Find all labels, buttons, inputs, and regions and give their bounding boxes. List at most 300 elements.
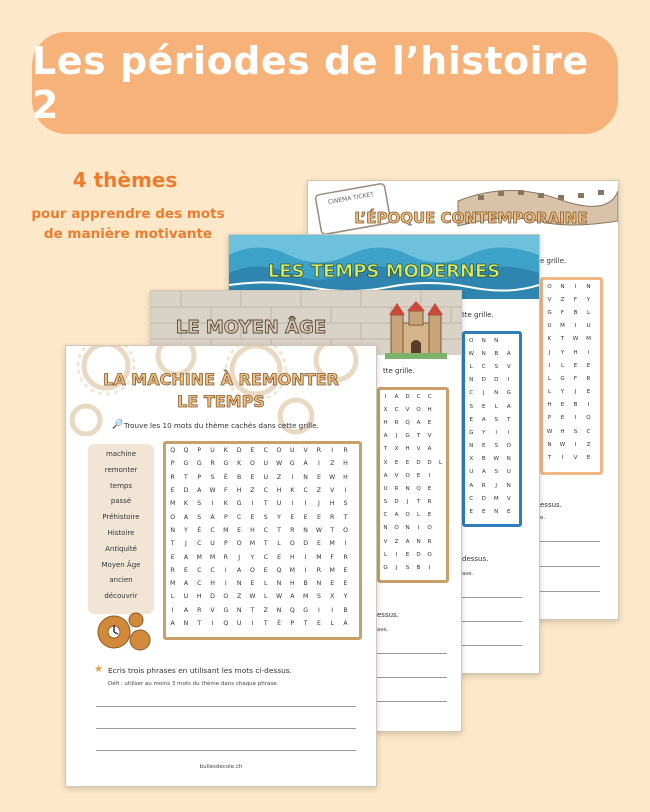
grid-cell: S (494, 416, 499, 423)
grid-cell: I (344, 540, 347, 548)
grid-cell: D (394, 499, 399, 506)
grid-cell: É (277, 620, 281, 627)
grid-cell: O (405, 472, 410, 479)
grid-cell: É (197, 526, 202, 534)
grid-cell: C (210, 526, 215, 534)
grid-cell: T (263, 500, 268, 508)
grid-cell: O (289, 540, 295, 548)
grid-cell: L (547, 375, 552, 382)
grid-cell: R (210, 460, 215, 468)
subtitle-line-1: pour apprendre des mots (31, 206, 225, 222)
grid-cell: Y (560, 389, 565, 396)
grid-cell: D (210, 593, 215, 601)
grid-cell: C (469, 495, 474, 502)
grid-cell: P (290, 620, 295, 627)
sheet1-se-fragment: e. (540, 515, 546, 521)
grid-cell: S (197, 513, 202, 521)
grid-cell: L (170, 593, 175, 601)
grid-cell: O (276, 447, 282, 455)
grid-cell: V (506, 495, 511, 502)
grid-cell: C (210, 566, 215, 574)
word-list-item: temps (110, 481, 132, 490)
grid-cell: C (586, 428, 591, 435)
grid-cell: Z (586, 441, 591, 448)
grid-cell: I (428, 472, 431, 479)
grid-cell: O (394, 525, 399, 532)
grid-cell: Q (586, 415, 591, 422)
grid-cell: T (416, 499, 421, 506)
grid-cell: S (343, 500, 348, 508)
grid-cell: I (574, 283, 577, 290)
grid-cell: O (223, 593, 229, 601)
grid-cell: V (573, 455, 578, 462)
grid-cell: R (223, 553, 228, 561)
grid-cell: J (406, 499, 409, 506)
word-list-item: machine (105, 450, 137, 458)
grid-cell: C (303, 487, 308, 495)
grid-cell: L (264, 593, 268, 601)
sheet3-word-grid (377, 387, 449, 583)
grid-cell: H (210, 580, 215, 588)
grid-cell: Y (277, 513, 281, 521)
grid-cell: M (493, 495, 499, 502)
grid-cell: W (493, 456, 500, 463)
grid-cell: P (197, 473, 202, 481)
grid-cell: G (560, 375, 565, 382)
grid-cell: E (263, 566, 268, 574)
grid-cell: X (469, 456, 474, 463)
grid-cell: I (587, 349, 590, 356)
grid-cell: W (572, 336, 579, 343)
grid-cell: R (197, 606, 202, 614)
grid-cell: I (224, 580, 227, 588)
grid-cell: A (237, 566, 242, 574)
grid-cell: A (383, 472, 388, 479)
grid-cell: D (416, 459, 421, 466)
writing-line (96, 706, 356, 707)
grid-cell: D (236, 447, 242, 455)
grid-cell: V (210, 606, 215, 614)
writing-line (96, 728, 356, 729)
grid-cell: T (250, 606, 255, 614)
sheet1-grille-fragment: e grille. (540, 257, 567, 265)
grid-cell: H (343, 460, 348, 468)
grid-cell: I (417, 525, 420, 532)
writing-line (540, 566, 600, 567)
grid-cell: R (481, 482, 486, 489)
grid-cell: D (303, 540, 308, 548)
grid-cell: J (548, 349, 551, 356)
grid-cell: H (427, 406, 432, 413)
grid-cell: M (586, 336, 591, 343)
grid-cell: S (210, 473, 215, 481)
grid-cell: G (223, 460, 229, 468)
grid-cell: E (330, 580, 335, 588)
grid-cell: I (331, 447, 334, 455)
grid-cell: I (304, 566, 307, 574)
worksheet-time-machine (65, 345, 377, 787)
grid-cell: A (183, 606, 189, 614)
grid-cell: S (494, 469, 499, 476)
grid-cell: W (275, 593, 283, 601)
grid-cell: N (236, 606, 242, 614)
grid-cell: E (250, 473, 255, 481)
grid-cell: E (586, 389, 591, 396)
grid-cell: U (263, 460, 268, 468)
grid-cell: C (263, 526, 268, 534)
grid-cell: H (547, 402, 552, 409)
grid-cell: U (236, 620, 242, 627)
grid-cell: O (249, 566, 255, 574)
grid-cell: T (263, 540, 268, 548)
grid-cell: N (303, 526, 308, 534)
writing-line (377, 653, 447, 654)
grid-cell: A (416, 419, 421, 426)
grid-cell: C (416, 393, 421, 400)
grid-cell: G (236, 500, 242, 508)
grid-cell: U (263, 473, 268, 481)
grid-cell: E (405, 459, 410, 466)
grid-cell: R (343, 553, 348, 561)
grid-cell: E (506, 509, 511, 516)
grid-cell: C (197, 566, 202, 574)
grid-cell: T (343, 513, 348, 521)
grid-cell: T (197, 620, 202, 627)
grid-cell: I (507, 429, 510, 436)
grid-cell: G (223, 606, 229, 614)
grid-cell: Q (223, 620, 229, 627)
grid-cell: D (405, 393, 410, 400)
grid-cell: I (384, 393, 387, 400)
grid-cell: I (548, 362, 551, 369)
grid-cell: I (291, 500, 294, 508)
grid-cell: M (223, 526, 229, 534)
grid-cell: G (289, 460, 295, 468)
grid-cell: N (481, 337, 486, 344)
grid-cell: I (561, 455, 564, 462)
grid-cell: P (547, 415, 552, 422)
grid-cell: A (290, 593, 295, 601)
grid-cell: E (427, 512, 432, 519)
grid-cell: Z (263, 606, 268, 614)
grid-cell: Z (276, 473, 282, 481)
grid-cell: J (482, 390, 485, 397)
grid-cell: E (469, 509, 474, 516)
grid-cell: U (469, 469, 474, 476)
grid-cell: L (277, 540, 281, 548)
grid-cell: N (303, 473, 308, 481)
grid-cell: H (276, 487, 282, 495)
gears-icon (90, 608, 160, 658)
grid-cell: Y (560, 349, 565, 356)
grid-cell: A (481, 469, 486, 476)
grid-cell: H (383, 419, 388, 426)
grid-cell: A (506, 403, 511, 410)
grid-cell: M (169, 580, 176, 588)
grid-cell: K (547, 336, 552, 343)
grid-cell: G (405, 433, 410, 440)
grid-cell: N (405, 525, 410, 532)
grid-cell: I (428, 565, 431, 572)
grid-cell: V (394, 472, 399, 479)
grid-cell: R (170, 566, 175, 574)
grid-cell: O (506, 443, 511, 450)
grid-cell: F (560, 309, 565, 316)
grid-cell: R (343, 447, 348, 455)
grid-cell: C (469, 390, 474, 397)
grid-cell: C (263, 553, 268, 561)
grid-cell: B (481, 456, 486, 463)
sheet2-se-fragment: ase. (462, 571, 474, 577)
grid-cell: N (469, 443, 474, 450)
grid-cell: T (303, 620, 308, 627)
grid-cell: A (170, 620, 175, 627)
grid-cell: A (343, 620, 348, 627)
grid-cell: N (506, 456, 511, 463)
grid-cell: S (316, 593, 321, 601)
grid-cell: E (405, 551, 410, 558)
writing-line (462, 597, 522, 598)
grid-cell: S (494, 363, 499, 370)
grid-cell: B (573, 402, 578, 409)
grid-cell: C (197, 540, 202, 548)
grid-cell: J (495, 482, 498, 489)
grid-cell: G (469, 429, 474, 436)
magnifier-icon: 🔎 (112, 420, 124, 430)
grid-cell: G (506, 390, 511, 397)
word-list-item: Histoire (107, 528, 135, 537)
grid-cell: F (224, 487, 228, 495)
writing-line (96, 750, 356, 751)
grid-cell: W (559, 441, 566, 448)
grid-cell: U (210, 540, 215, 548)
sheet4-title-line-1: LA MACHINE À REMONTER (103, 370, 339, 389)
grid-cell: S (405, 565, 410, 572)
grid-cell: E (170, 553, 175, 561)
sheet2-grid-table (465, 334, 515, 519)
grid-cell: A (394, 393, 399, 400)
grid-cell: Z (560, 296, 565, 303)
grid-cell: K (183, 500, 188, 508)
grid-cell: X (383, 459, 388, 466)
grid-cell: N (547, 441, 552, 448)
grid-cell: H (236, 487, 242, 495)
grid-cell: I (224, 566, 227, 574)
grid-cell: E (290, 513, 295, 521)
grid-cell: X (394, 446, 399, 453)
grid-cell: C (481, 363, 486, 370)
grid-cell: P (170, 460, 175, 468)
grid-cell: L (469, 363, 473, 370)
grid-cell: J (318, 500, 320, 508)
grid-cell: H (289, 553, 295, 561)
grid-cell: T (330, 526, 335, 534)
grid-cell: A (427, 446, 432, 453)
grid-cell: Q (405, 419, 410, 426)
grid-cell: I (318, 460, 320, 468)
grid-cell: O (427, 551, 432, 558)
grid-cell: E (469, 416, 474, 423)
grid-cell: W (315, 526, 322, 534)
grid-cell: T (263, 620, 268, 627)
grid-cell: U (547, 323, 552, 330)
grid-cell: N (183, 620, 189, 627)
grid-cell: E (560, 402, 565, 409)
grid-cell: W (209, 487, 216, 495)
grid-cell: I (251, 500, 254, 508)
grid-cell: V (330, 487, 335, 495)
grid-cell: D (481, 495, 486, 502)
sheet3-dessus-fragment: essus. (377, 611, 399, 619)
grid-cell: D (416, 551, 421, 558)
grid-cell: J (395, 565, 398, 572)
grid-cell: V (383, 538, 388, 545)
grid-cell: I (574, 441, 577, 448)
grid-cell: I (395, 551, 398, 558)
grid-cell: E (250, 447, 255, 455)
grid-cell: V (303, 447, 308, 455)
grid-cell: N (236, 580, 242, 588)
grid-cell: L (416, 512, 421, 519)
grid-cell: N (481, 350, 486, 357)
grid-cell: M (560, 323, 565, 330)
grid-cell: D (494, 377, 499, 384)
grid-cell: I (211, 620, 214, 627)
grid-cell: V (427, 433, 432, 440)
grid-cell: H (250, 526, 255, 534)
grid-cell: R (394, 419, 399, 426)
grid-cell: I (304, 553, 307, 561)
grid-cell: É (223, 473, 228, 481)
writing-line (377, 677, 447, 678)
grid-cell: N (416, 538, 421, 545)
grid-cell: O (416, 406, 421, 413)
sheet2-dessus-fragment: dessus. (462, 555, 489, 563)
grid-cell: B (416, 565, 421, 572)
grid-cell: Z (330, 460, 335, 468)
grid-cell: K (223, 447, 228, 455)
grid-cell: R (330, 513, 335, 521)
grid-cell: M (249, 540, 256, 548)
grid-cell: T (170, 540, 175, 548)
grid-cell: Y (343, 593, 348, 601)
grid-cell: J (238, 553, 241, 561)
grid-cell: D (183, 487, 189, 495)
writing-line (540, 591, 600, 592)
sheet3-se-fragment: ase. (377, 627, 389, 633)
grid-cell: E (427, 485, 432, 492)
grid-cell: F (573, 296, 578, 303)
grid-cell: Y (184, 526, 188, 534)
grid-cell: S (197, 500, 202, 508)
grid-cell: E (481, 403, 486, 410)
grid-cell: I (587, 402, 590, 409)
grid-cell: R (427, 538, 432, 545)
grid-cell: W (546, 428, 553, 435)
grid-cell: O (249, 460, 255, 468)
sheet1-dessus-fragment: essus. (540, 501, 562, 509)
grid-cell: H (573, 349, 578, 356)
word-list-item: remonter (104, 465, 138, 474)
sheet2-title: LES TEMPS MODERNES (267, 261, 501, 282)
sheet4-title-line-2: LE TEMPS (177, 392, 265, 411)
grid-cell: I (344, 487, 347, 495)
grid-cell: I (291, 473, 294, 481)
writing-line (462, 621, 522, 622)
grid-cell: E (316, 620, 321, 627)
grid-cell: P (223, 540, 228, 548)
grid-cell: A (183, 553, 189, 561)
grid-cell: O (469, 337, 474, 344)
grid-cell: A (183, 580, 189, 588)
grid-cell: M (289, 566, 295, 574)
grid-cell: O (236, 540, 242, 548)
sheet3-grid-table (380, 390, 446, 575)
grid-cell: H (329, 500, 335, 508)
grid-cell: Q (289, 606, 295, 614)
grid-cell: N (170, 526, 175, 534)
grid-cell: F (330, 553, 334, 561)
grid-cell: T (560, 336, 565, 343)
grid-cell: H (560, 428, 565, 435)
grid-cell: R (427, 499, 432, 506)
grid-cell: K (223, 500, 228, 508)
grid-cell: R (316, 447, 322, 455)
grid-cell: R (170, 473, 175, 481)
grid-cell: E (427, 419, 432, 426)
grid-cell: E (316, 540, 321, 548)
grid-cell: O (170, 513, 176, 521)
castle-icon (385, 301, 447, 359)
grid-cell: A (405, 538, 410, 545)
grid-cell: N (276, 606, 282, 614)
grid-cell: E (560, 415, 565, 422)
grid-cell: Z (316, 487, 322, 495)
grid-cell: M (302, 593, 309, 601)
star-icon: ★ (94, 664, 103, 675)
grid-cell: R (290, 526, 295, 534)
footer-credit: bullesdecole.ch (199, 764, 243, 770)
grid-cell: L (264, 580, 268, 588)
grid-cell: K (237, 460, 242, 468)
grid-cell: B (573, 309, 578, 316)
grid-cell: G (303, 606, 309, 614)
grid-cell: I (574, 415, 577, 422)
writing-line (377, 701, 447, 702)
grid-cell: N (276, 580, 282, 588)
grid-cell: W (249, 593, 256, 601)
grid-cell: T (416, 433, 421, 440)
grid-cell: L (586, 309, 591, 316)
grid-cell: L (330, 620, 334, 627)
grid-cell: S (263, 513, 268, 521)
grid-cell: E (394, 459, 399, 466)
word-list-item: découvrir (104, 592, 138, 601)
grid-cell: C (236, 513, 242, 521)
grid-cell: T (547, 455, 552, 462)
grid-cell: T (184, 473, 188, 481)
grid-cell: N (316, 580, 322, 588)
grid-cell: A (469, 482, 474, 489)
word-list-item: Antiquité (105, 544, 137, 553)
grid-cell: O (343, 526, 348, 534)
word-list (88, 444, 154, 614)
grid-cell: R (394, 485, 399, 492)
grid-cell: C (263, 487, 268, 495)
grid-cell: H (343, 473, 348, 481)
grid-cell: A (506, 350, 511, 357)
grid-cell: T (277, 526, 281, 534)
